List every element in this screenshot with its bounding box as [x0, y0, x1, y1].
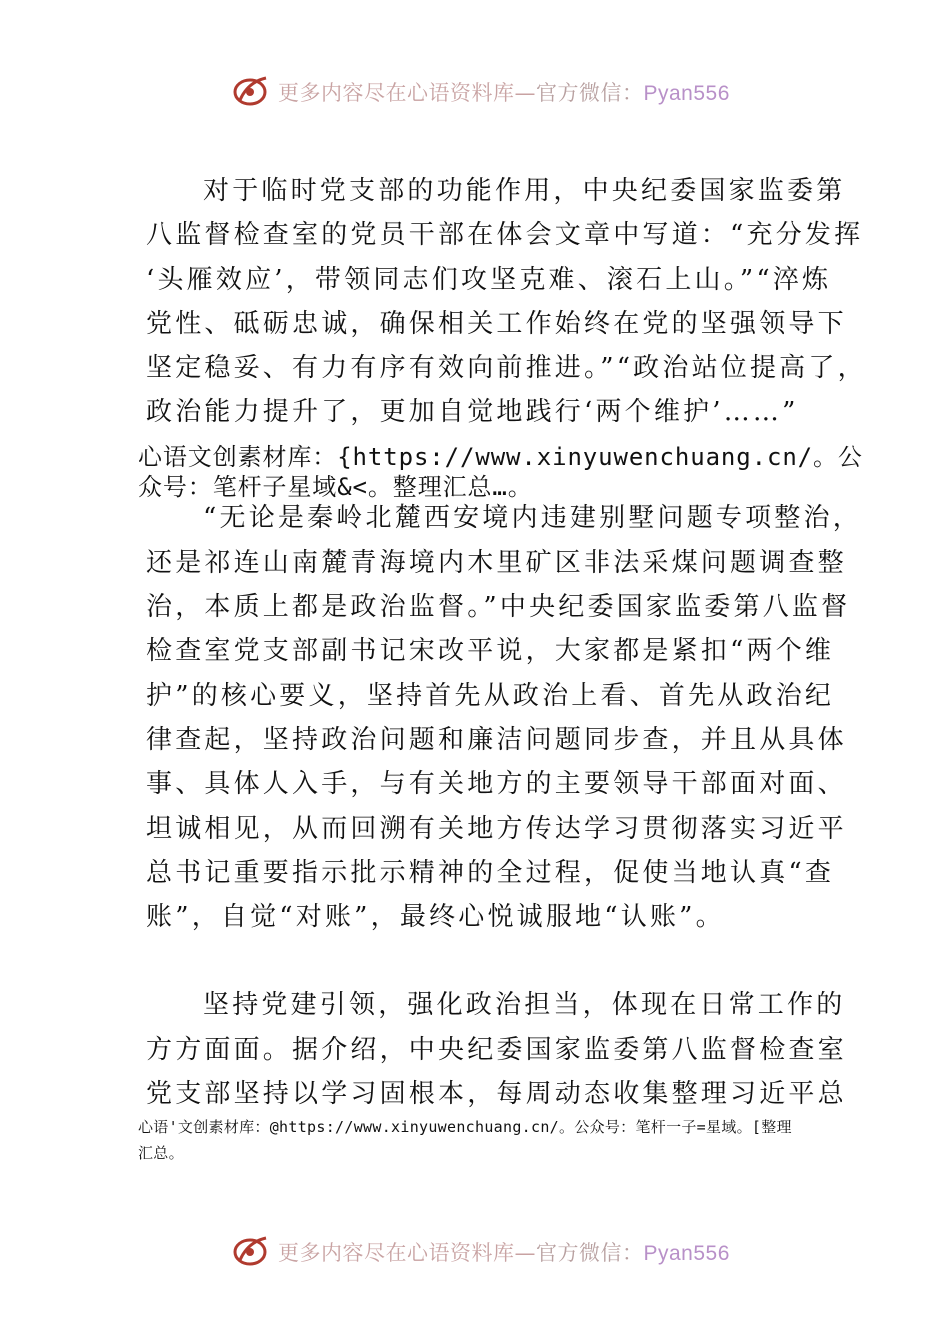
text-line: 还是祁连山南麓青海境内木里矿区非法采煤问题调查整 [146, 548, 847, 578]
text-line: 党性、砥砺忠诚，确保相关工作始终在党的坚强领导下 [146, 309, 847, 339]
text-line: 党支部坚持以学习固根本，每周动态收集整理习近平总 [146, 1079, 847, 1109]
text-line: 坦诚相见，从而回溯有关地方传达学习贯彻落实习近平 [146, 814, 847, 844]
text-line: 总书记重要指示批示精神的全过程，促使当地认真“查 [146, 858, 835, 888]
text-line: “无论是秦岭北麓西安境内违建别墅问题专项整治， [203, 503, 862, 533]
text-line: 事、具体人入手，与有关地方的主要领导干部面对面、 [146, 769, 847, 799]
text-line: 账”，自觉“对账”，最终心悦诚服地“认账”。 [146, 902, 725, 932]
text-line: 治，本质上都是政治监督。”中央纪委国家监委第八监督 [146, 592, 851, 622]
text-line: 方方面面。据介绍，中央纪委国家监委第八监督检查室 [146, 1035, 847, 1065]
brand-logo-icon [232, 1234, 272, 1268]
text-line: 对于临时党支部的功能作用，中央纪委国家监委第 [203, 176, 846, 206]
text-line: 坚持党建引领，强化政治担当，体现在日常工作的 [203, 990, 846, 1020]
text-line: 八监督检查室的党员干部在体会文章中写道：“充分发挥 [146, 220, 864, 250]
banner-text: 更多内容尽在心语资料库—官方微信：Pyan556 [278, 1241, 730, 1265]
text-line: 政治能力提升了，更加自觉地践行‘两个维护’……” [146, 397, 799, 427]
brand-logo-icon [232, 74, 272, 108]
text-line: 检查室党支部副书记宋改平说，大家都是紧扣“两个维 [146, 636, 835, 666]
watermark-line: 汇总。 [138, 1144, 184, 1162]
footer-banner [0, 1228, 950, 1278]
banner-text: 更多内容尽在心语资料库—官方微信：Pyan556 [278, 81, 730, 105]
header-banner [0, 68, 950, 118]
watermark-line: 众号：笔杆子星域&<。整理汇总…。 [138, 473, 533, 501]
text-line: 护”的核心要义，坚持首先从政治上看、首先从政治纪 [146, 681, 835, 711]
watermark-line: 心语文创素材库：{https://www.xinyuwenchuang.cn/。公 [138, 443, 863, 471]
text-line: 坚定稳妥、有力有序有效向前推进。”“政治站位提高了， [146, 353, 867, 383]
watermark-line: 心语'文创素材库：@https://www.xinyuwenchuang.cn/。公众号：笔杆一子=星域。[整理 [138, 1118, 792, 1136]
text-line: ‘头雁效应’，带领同志们攻坚克难、滚石上山。”“淬炼 [146, 265, 832, 295]
text-line: 律查起，坚持政治问题和廉洁问题同步查，并且从具体 [146, 725, 847, 755]
